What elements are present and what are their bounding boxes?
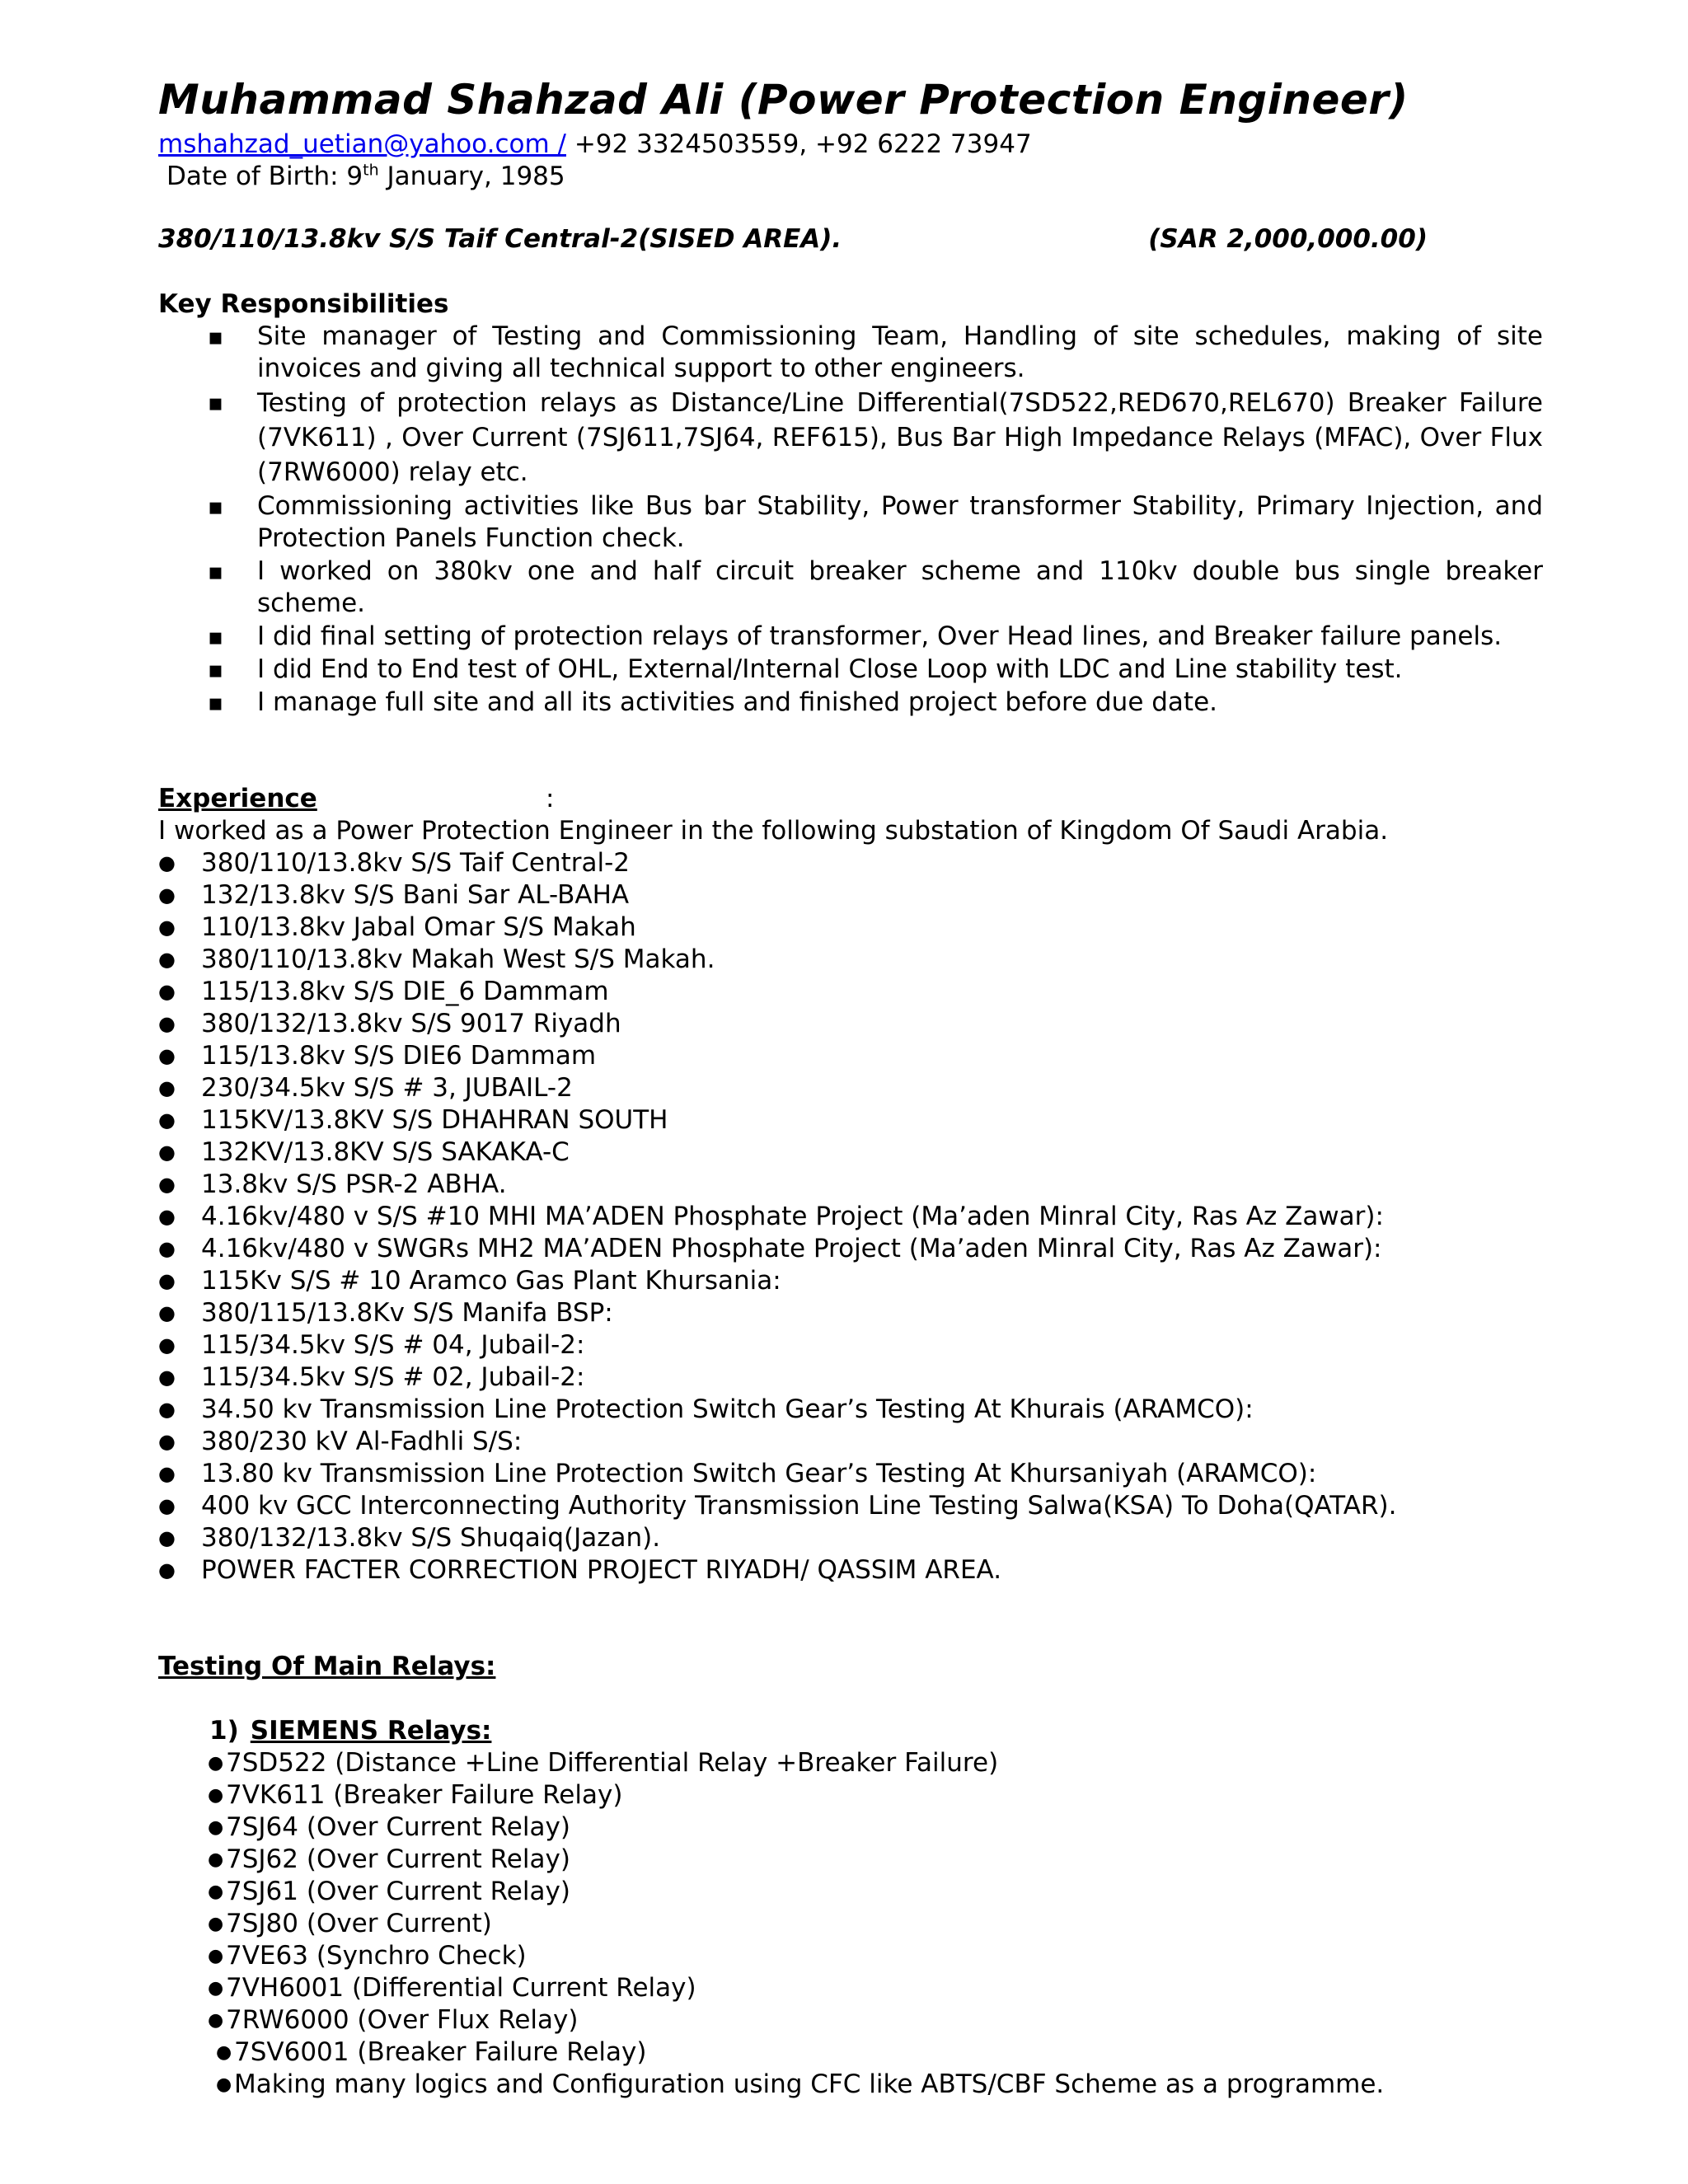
candidate-name: Muhammad Shahzad Ali (Power Protection Engineer) [158,76,1409,124]
list-item: ● 13.80 kv Transmission Line Protection Switch Gear’s Testing At Khursaniyah (ARAMCO): [158,1458,1543,1490]
experience-intro: I worked as a Power Protection Engineer in the following substation of Kingdom Of Saudi Arabia. [158,816,1389,846]
list-item: ▪ I manage full site and all its activities and finished project before due date. [158,687,1543,719]
list-item: ● 115Kv S/S # 10 Aramco Gas Plant Khursania: [158,1265,1543,1297]
experience-list [158,847,1543,1586]
resume-page [158,74,1543,2101]
list-item: ● 380/132/13.8kv S/S 9017 Riyadh [158,1008,1543,1040]
list-item: ● 115KV/13.8KV S/S DHAHRAN SOUTH [158,1104,1543,1137]
list-item: ● 4.16kv/480 v S/S #10 MHI MA’ADEN Phosphate Project (Ma’aden Minral City, Ras Az Zawar): [158,1201,1543,1233]
list-item: ● 7VE63 (Synchro Check) [208,1940,1543,1972]
list-item: ● 115/34.5kv S/S # 04, Jubail-2: [158,1329,1543,1361]
list-item: ▪ I did final setting of protection relays of transformer, Over Head lines, and Breaker failure panels. [158,621,1543,653]
email-link[interactable]: mshahzad_uetian@yahoo.com / [158,129,566,159]
list-item: ● 4.16kv/480 v SWGRs MH2 MA’ADEN Phosphate Project (Ma’aden Minral City, Ras Az Zawar): [158,1233,1543,1265]
dob-suffix: January, 1985 [378,162,565,191]
list-item: ● 7SV6001 (Breaker Failure Relay) [216,2036,1543,2069]
list-item: ● 230/34.5kv S/S # 3, JUBAIL-2 [158,1072,1543,1104]
list-item: ● 115/34.5kv S/S # 02, Jubail-2: [158,1361,1543,1394]
list-item: ● 380/110/13.8kv Makah West S/S Makah. [158,944,1543,976]
list-item: ▪ Testing of protection relays as Distance/Line Differential(7SD522,RED670,REL670) Breaker Failure (7VK611) , Over Current (7SJ611,7SJ64, REF615), Bus Bar High Impedance Relays (MFAC), Over Flux (7RW6000) relay etc. [158,386,1543,490]
siemens-number: 1) [209,1716,239,1746]
list-item: ● 7VH6001 (Differential Current Relay) [208,1972,1543,2004]
list-item: ● POWER FACTER CORRECTION PROJECT RIYADH/ QASSIM AREA. [158,1554,1543,1586]
responsibilities-title: Key Responsibilities [158,289,449,319]
responsibilities-list [158,321,1543,719]
list-item: ● 7VK611 (Breaker Failure Relay) [208,1779,1543,1811]
list-item: ● 380/132/13.8kv S/S Shuqaiq(Jazan). [158,1522,1543,1554]
list-item: ● 132KV/13.8KV S/S SAKAKA-C [158,1137,1543,1169]
contact-line [158,129,1543,161]
dob-superscript: th [363,161,379,180]
list-item: ● 34.50 kv Transmission Line Protection Switch Gear’s Testing At Khurais (ARAMCO): [158,1394,1543,1426]
project-title: 380/110/13.8kv S/S Taif Central-2(SISED AREA). [158,224,842,254]
list-item: ▪ Commissioning activities like Bus bar Stability, Power transformer Stability, Primary Injection, and Protection Panels Function check. [158,490,1543,555]
list-item: ● 7SJ64 (Over Current Relay) [208,1811,1543,1844]
list-item: ● 380/110/13.8kv S/S Taif Central-2 [158,847,1543,879]
dob-prefix: Date of Birth: 9 [166,162,363,191]
list-item: ● 7SJ61 (Over Current Relay) [208,1876,1543,1908]
list-item: ▪ I did End to End test of OHL, External/Internal Close Loop with LDC and Line stability test. [158,654,1543,686]
list-item: ● 400 kv GCC Interconnecting Authority Transmission Line Testing Salwa(KSA) To Doha(QATAR). [158,1490,1543,1522]
list-item: ● 115/13.8kv S/S DIE_6 Dammam [158,976,1543,1008]
siemens-title: SIEMENS Relays: [250,1716,492,1746]
list-item: ● 7SJ62 (Over Current Relay) [208,1844,1543,1876]
siemens-heading [209,1715,1543,1747]
list-item: ● 132/13.8kv S/S Bani Sar AL-BAHA [158,879,1543,912]
list-item: ● 110/13.8kv Jabal Omar S/S Makah [158,912,1543,944]
list-item: ▪ I worked on 380kv one and half circuit breaker scheme and 110kv double bus single breaker scheme. [158,555,1543,620]
experience-title: Experience [158,784,317,813]
list-item: ● 7RW6000 (Over Flux Relay) [208,2004,1543,2036]
list-item: ● 115/13.8kv S/S DIE6 Dammam [158,1040,1543,1072]
testing-title: Testing Of Main Relays: [158,1652,496,1681]
experience-colon: : [546,784,555,813]
list-item: ● 7SJ80 (Over Current) [208,1908,1543,1940]
list-item: ● 380/115/13.8Kv S/S Manifa BSP: [158,1297,1543,1329]
experience-header [158,783,1543,815]
list-item: ▪ Site manager of Testing and Commissioning Team, Handling of site schedules, making of site invoices and giving all technical support to other engineers. [158,321,1543,385]
project-line [158,223,1428,255]
project-value: (SAR 2,000,000.00) [1148,224,1428,254]
relays-list [208,1747,1543,2101]
phone-numbers: +92 3324503559, +92 6222 73947 [565,129,1032,159]
date-of-birth [166,161,1543,193]
list-item: ● 13.8kv S/S PSR-2 ABHA. [158,1169,1543,1201]
list-item: ● Making many logics and Configuration using CFC like ABTS/CBF Scheme as a programme. [216,2069,1543,2101]
list-item: ● 7SD522 (Distance +Line Differential Relay +Breaker Failure) [208,1747,1543,1779]
list-item: ● 380/230 kV Al-Fadhli S/S: [158,1426,1543,1458]
